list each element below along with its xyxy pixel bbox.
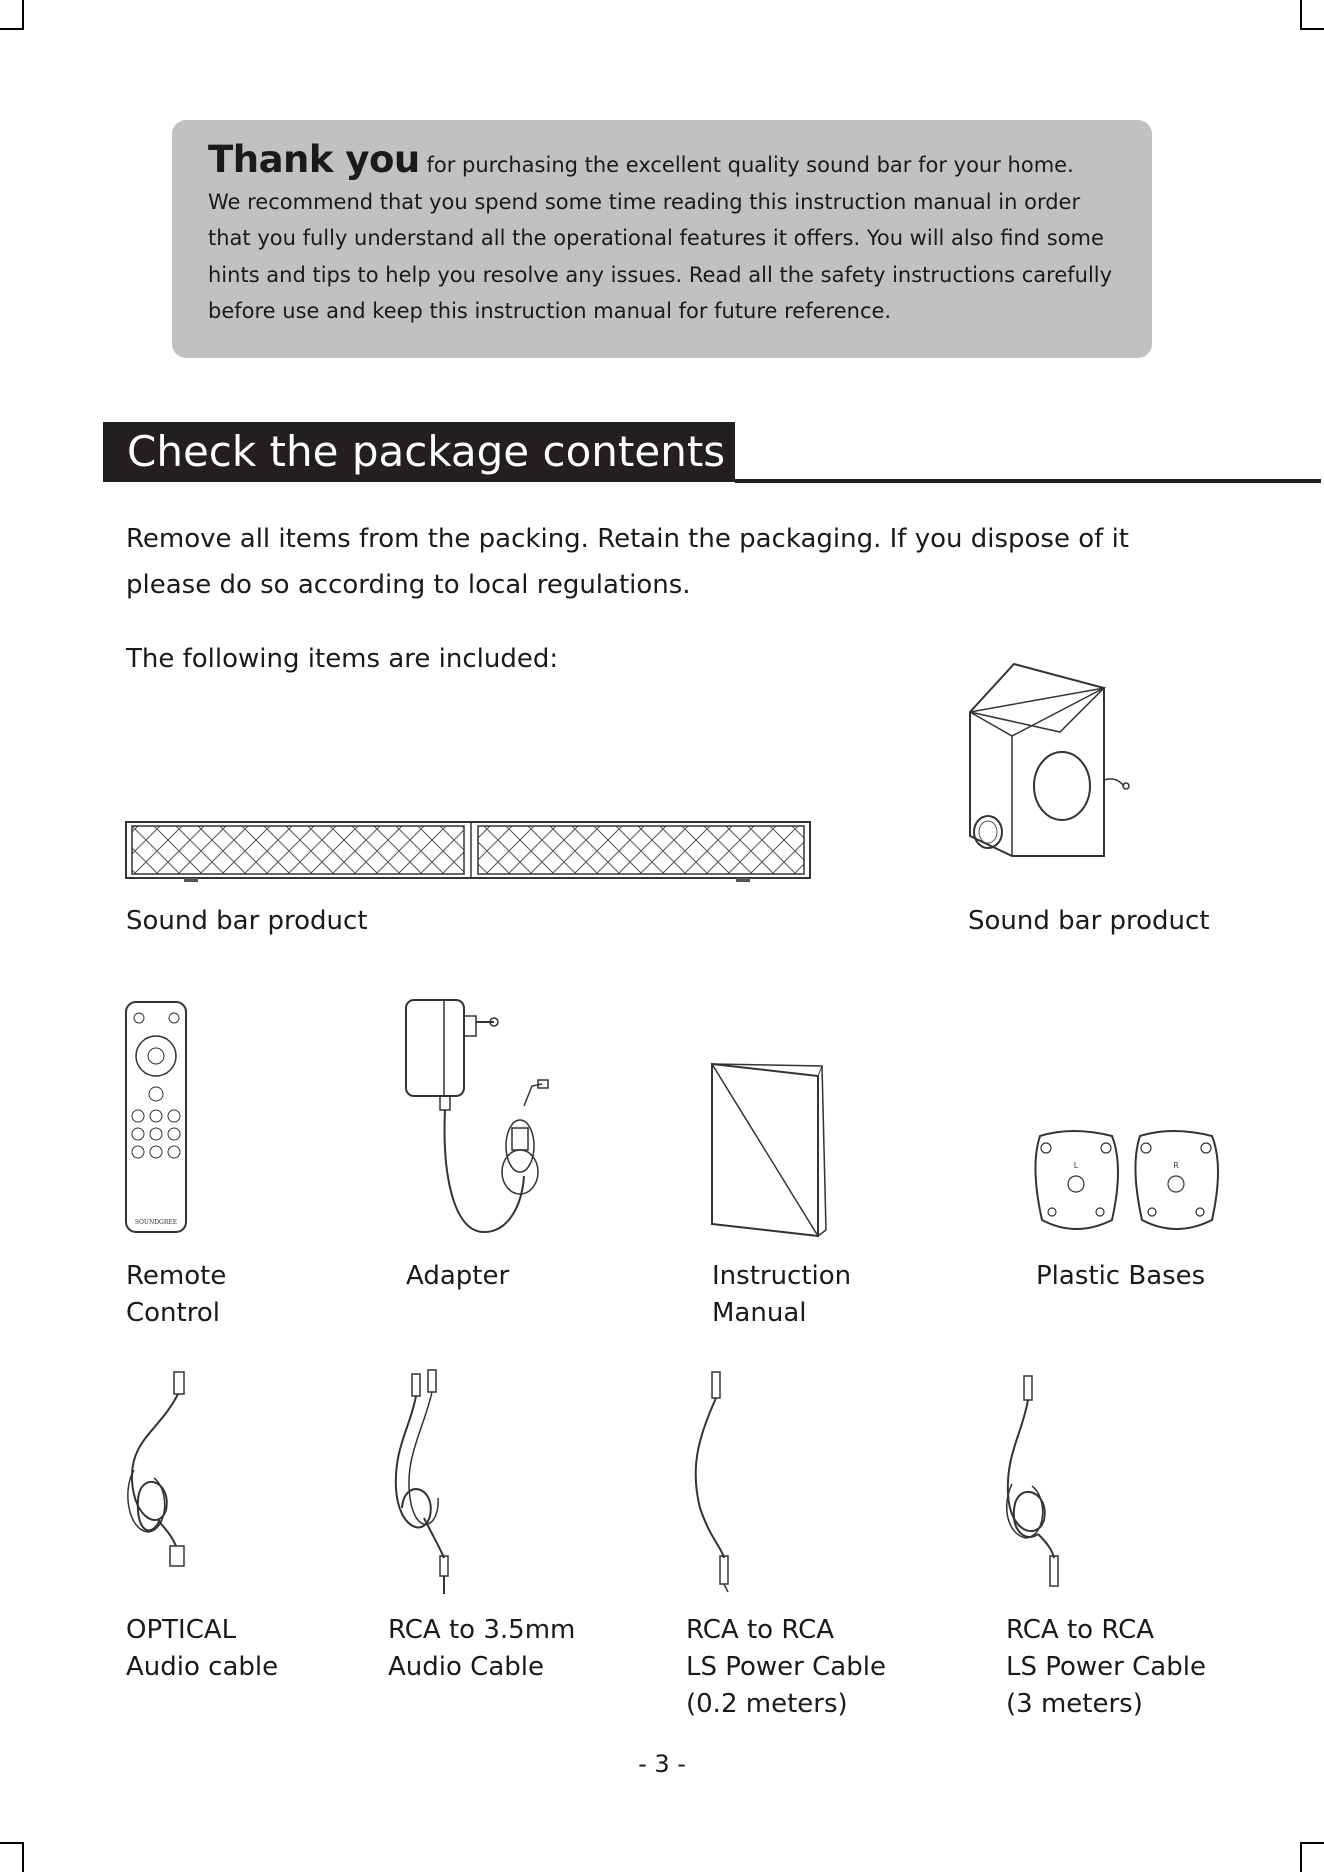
included-intro: The following items are included: xyxy=(126,644,559,674)
crop-mark-top-right xyxy=(1300,0,1324,30)
manual-label-line: Instruction xyxy=(712,1261,852,1291)
intro-line: hints and tips to help you resolve any issues. Read all the safety instructions carefully xyxy=(208,262,1113,287)
adapter-illustration xyxy=(404,996,554,1236)
rca-long-label-line: RCA to RCA xyxy=(1006,1615,1155,1645)
crop-mark-bottom-left xyxy=(0,1842,24,1872)
packing-instruction-line: Remove all items from the packing. Retain the packaging. If you dispose of it xyxy=(126,524,1129,554)
base-right-mark: R xyxy=(1173,1161,1179,1170)
remote-label-line: Remote xyxy=(126,1261,227,1291)
remote-label-line: Control xyxy=(126,1298,220,1328)
rca-short-label-line: (0.2 meters) xyxy=(686,1689,848,1719)
rca35-label-line: RCA to 3.5mm xyxy=(388,1615,576,1645)
rca-long-label-line: (3 meters) xyxy=(1006,1689,1143,1719)
remote-brand-text: SOUNDGREE xyxy=(134,1219,178,1226)
thank-you-first-line: for purchasing the excellent quality sound bar for your home. xyxy=(426,153,1074,177)
section-header xyxy=(103,422,1220,484)
crop-mark-bottom-right xyxy=(1300,1842,1324,1872)
intro-line: before use and keep this instruction manual for future reference. xyxy=(208,299,892,323)
section-title: Check the package contents xyxy=(127,427,726,476)
thank-you-box xyxy=(172,120,1152,358)
remote-control-illustration xyxy=(124,1000,190,1236)
intro-line: We recommend that you spend some time reading this instruction manual in order xyxy=(208,189,1081,214)
section-rule xyxy=(735,479,1321,483)
optical-label-line: OPTICAL xyxy=(126,1615,237,1645)
optical-label-line: Audio cable xyxy=(126,1652,279,1682)
soundbar-label: Sound bar product xyxy=(126,906,368,936)
rca-long-cable-illustration xyxy=(1002,1374,1092,1596)
plastic-bases-illustration xyxy=(1032,1126,1222,1238)
soundbar-illustration xyxy=(124,818,814,890)
rca-short-cable-illustration xyxy=(688,1368,758,1596)
subwoofer-illustration xyxy=(966,660,1136,860)
manual-label-line: Manual xyxy=(712,1298,807,1328)
packing-instruction-line: please do so according to local regulations. xyxy=(126,570,691,600)
intro-line: that you fully understand all the operational features it offers. You will also find some xyxy=(208,226,1104,250)
base-left-mark: L xyxy=(1073,1161,1079,1170)
adapter-label: Adapter xyxy=(406,1261,510,1291)
subwoofer-label: Sound bar product xyxy=(968,906,1210,936)
rca-short-label-line: RCA to RCA xyxy=(686,1615,835,1645)
crop-mark-top-left xyxy=(0,0,24,30)
rca-short-label-line: LS Power Cable xyxy=(686,1652,886,1682)
rca-long-label-line: LS Power Cable xyxy=(1006,1652,1206,1682)
bases-label: Plastic Bases xyxy=(1036,1261,1206,1291)
rca-to-35mm-cable-illustration xyxy=(384,1368,474,1596)
rca35-label-line: Audio Cable xyxy=(388,1652,544,1682)
thank-you-lead: Thank you xyxy=(208,138,420,181)
instruction-manual-illustration xyxy=(708,1060,830,1240)
optical-cable-illustration xyxy=(120,1370,210,1570)
page-number: - 3 - xyxy=(638,1750,686,1778)
